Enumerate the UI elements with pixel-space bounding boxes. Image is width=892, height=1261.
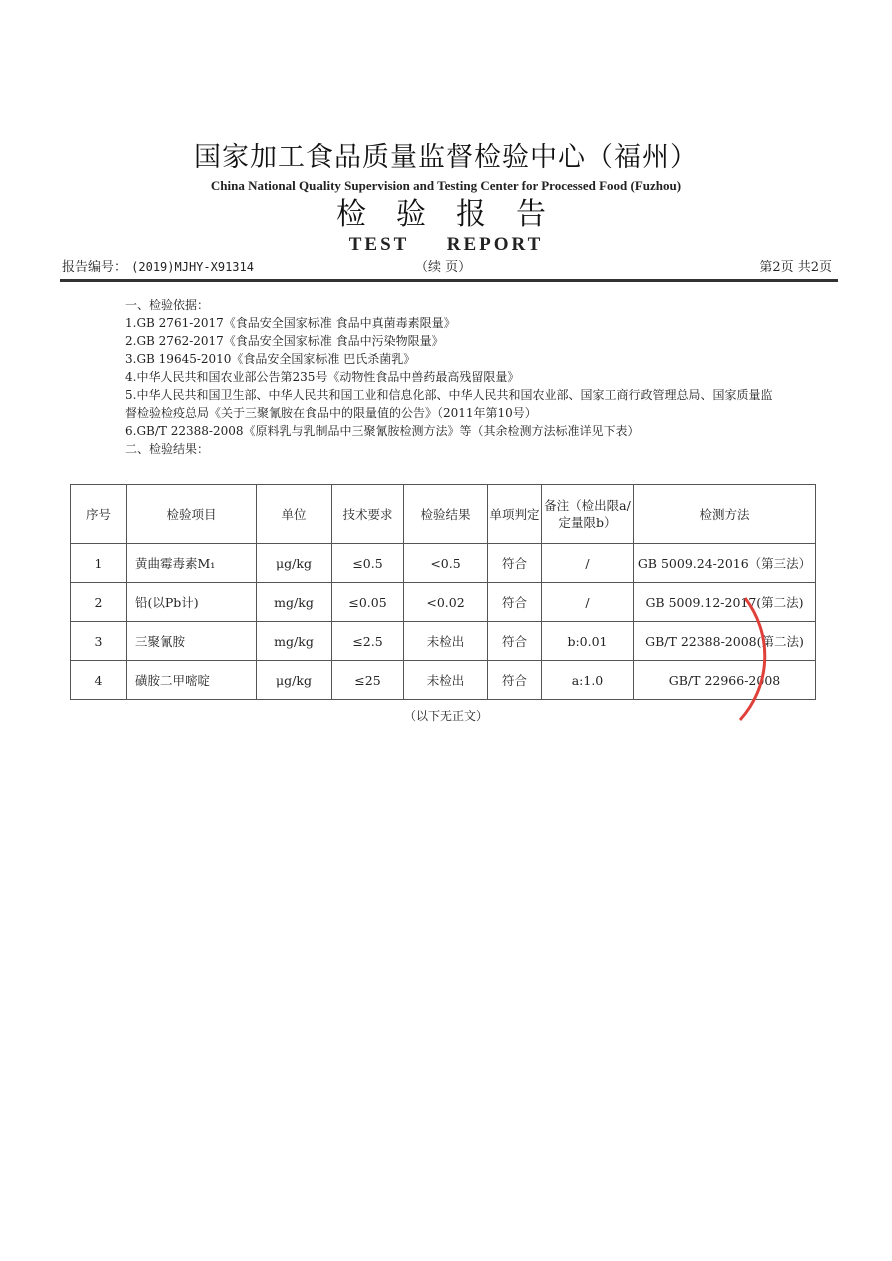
page-indicator: 第2页 共2页 [759,260,832,275]
report-number [62,259,254,276]
column-header: 序号 [71,485,127,544]
table-cell: ≤2.5 [332,622,404,661]
table-cell: / [542,544,634,583]
table-cell: GB 5009.12-2017(第二法) [634,583,816,622]
test-basis [125,296,775,458]
table-cell: 铅(以Pb计) [127,583,257,622]
table-cell: GB/T 22388-2008(第二法) [634,622,816,661]
end-note: （以下无正文） [403,709,488,723]
table-cell: 3 [71,622,127,661]
center-title-cn: 国家加工食品质量监督检验中心（福州） [194,142,698,173]
report-number-label: 报告编号： [62,260,128,275]
basis-item: 4.中华人民共和国农业部公告第235号《动物性食品中兽药最高残留限量》 [125,370,520,384]
basis-item: 1.GB 2761-2017《食品安全国家标准 食品中真菌毒素限量》 [125,316,456,330]
center-title-en: China National Quality Supervision and Testing Center for Processed Food (Fuzhou) [210,178,682,193]
basis-item: 5.中华人民共和国卫生部、中华人民共和国工业和信息化部、中华人民共和国农业部、国家工商行政管理总局、国家质量监督检验检疫总局《关于三聚氰胺在食品中的限量值的公告》（2011年第10号） [125,388,773,420]
table-cell: <0.02 [404,583,488,622]
table-cell: 三聚氰胺 [127,622,257,661]
table-cell: / [542,583,634,622]
column-header: 检验结果 [404,485,488,544]
column-header: 技术要求 [332,485,404,544]
column-header: 检验项目 [127,485,257,544]
table-cell: ≤25 [332,661,404,700]
table-cell: 1 [71,544,127,583]
table-cell: GB/T 22966-2008 [634,661,816,700]
column-header: 单项判定 [488,485,542,544]
table-cell: μg/kg [257,544,332,583]
table-cell: 未检出 [404,622,488,661]
report-title-cn: 检验报告 [336,197,576,232]
table-cell: μg/kg [257,661,332,700]
table-cell: GB 5009.24-2016（第三法） [634,544,816,583]
basis-item: 6.GB/T 22388-2008《原料乳与乳制品中三聚氰胺检测方法》等（其余检测方法标准详见下表） [125,424,640,438]
table-cell: 符合 [488,583,542,622]
table-cell: 黄曲霉毒素M₁ [127,544,257,583]
table-cell: <0.5 [404,544,488,583]
column-header: 备注（检出限a/定量限b） [542,485,634,544]
continued-label: （续 页） [415,260,472,275]
results-heading: 二、检验结果： [125,442,210,456]
column-header: 单位 [257,485,332,544]
table-cell: a:1.0 [542,661,634,700]
header-divider [60,279,838,282]
table-cell: mg/kg [257,583,332,622]
table-cell: ≤0.5 [332,544,404,583]
basis-heading: 一、检验依据： [125,298,210,312]
table-cell: 符合 [488,544,542,583]
report-title-en: TEST REPORT [348,234,544,255]
stamp-arc [740,598,765,720]
table-row [71,544,816,583]
table-cell: 符合 [488,661,542,700]
table-cell: 2 [71,583,127,622]
table-cell: b:0.01 [542,622,634,661]
basis-item: 2.GB 2762-2017《食品安全国家标准 食品中污染物限量》 [125,334,444,348]
table-cell: 未检出 [404,661,488,700]
column-header: 检测方法 [634,485,816,544]
official-stamp [640,590,800,730]
table-cell: mg/kg [257,622,332,661]
table-cell: 4 [71,661,127,700]
basis-item: 3.GB 19645-2010《食品安全国家标准 巴氏杀菌乳》 [125,352,416,366]
table-cell: 符合 [488,622,542,661]
table-cell: ≤0.05 [332,583,404,622]
report-number-value: (2019)MJHY-X91314 [131,260,254,274]
table-cell: 磺胺二甲嘧啶 [127,661,257,700]
